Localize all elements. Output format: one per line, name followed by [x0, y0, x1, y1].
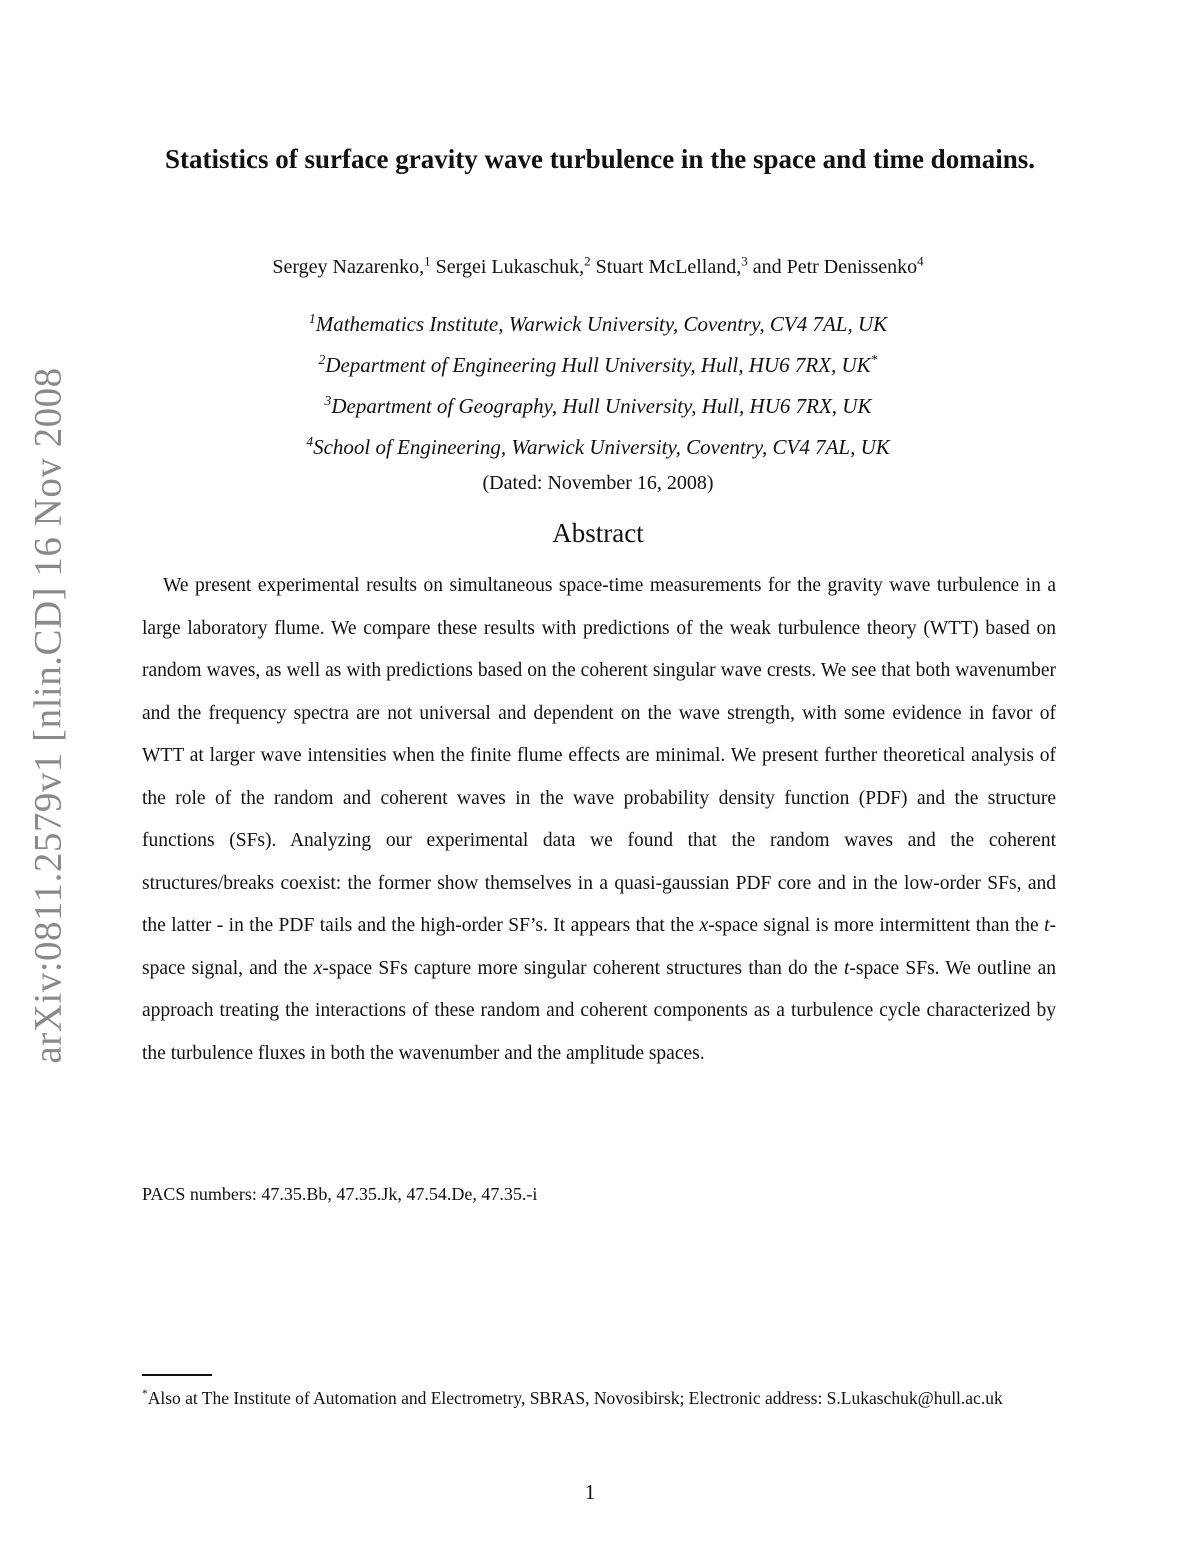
author-mark: 3 [741, 253, 748, 269]
author-mark: 1 [424, 253, 431, 269]
affiliation-line [140, 304, 1056, 345]
author-mark: 2 [584, 253, 591, 269]
math-variable-x: x [313, 957, 323, 979]
affiliation-text: Department of Geography, Hull University, Hull, HU6 7RX, UK [331, 394, 872, 418]
affiliation-suffix: * [870, 352, 878, 367]
author-mark: 4 [917, 253, 924, 269]
abstract-segment: -space SFs capture more singular coherent structures than do the [322, 957, 844, 979]
page-number: 1 [584, 1480, 596, 1504]
math-variable-t: t [1044, 915, 1050, 936]
author-name: and Petr Denissenko [752, 256, 918, 278]
math-variable-t: t [843, 957, 850, 979]
affiliation-line [140, 427, 1056, 468]
affiliation-text: Mathematics Institute, Warwick University, Coventry, CV4 7AL, UK [315, 312, 888, 336]
author-name: Sergei Lukaschuk, [435, 256, 585, 278]
abstract-segment: -space signal is more intermittent than the [708, 915, 1045, 936]
abstract-segment: -space SFs. We outline an approach treating the interactions of these random and coherent components as a turbulence cycle characterized by the turbulence fluxes in both the wavenumber and the amplitude spaces. [142, 957, 1056, 1064]
abstract-segment: -space signal, and the [142, 915, 1056, 979]
footnote [142, 1377, 1056, 1419]
affiliation-line [140, 386, 1056, 427]
affiliation-mark: 3 [324, 393, 332, 408]
abstract-segment: We present experimental results on simultaneous space-time measurements for the gravity wave turbulence in a large laboratory flume. We compare these results with predictions of the weak turbulence theory (WTT) based on random waves, as well as with predictions based on the coherent singular wave crests. We see that both wavenumber and the frequency spectra are not universal and dependent on the wave strength, with some evidence in favor of WTT at larger wave intensities when the finite flume effects are minimal. We present further theoretical analysis of the role of the random and coherent waves in the wave probability density function (PDF) and the structure functions (SFs). Analyzing our experimental data we found that the random waves and the coherent structures/breaks coexist: the former show themselves in a quasi-gaussian PDF core and in the low-order SFs, and the latter - in the PDF tails and the high-order SF’s. It appears that the [142, 575, 1056, 936]
footnote-text: Also at The Institute of Automation and Electrometry, SBRAS, Novosibirsk; Electronic address: S.Lukaschuk@hull.ac.uk [147, 1388, 1003, 1408]
footnote-divider [142, 1374, 212, 1376]
footnote-mark: * [142, 1388, 148, 1401]
affiliation-text: School of Engineering, Warwick University, Coventry, CV4 7AL, UK [313, 435, 890, 459]
abstract-text [142, 565, 1056, 1075]
abstract-heading: Abstract [552, 518, 644, 548]
arxiv-sidebar-stamp [18, 350, 78, 1080]
author-name: Sergey Nazarenko, [272, 256, 425, 278]
math-variable-x: x [699, 915, 709, 936]
author-list [140, 253, 1056, 279]
author-name: Stuart McLelland, [595, 256, 742, 278]
affiliation-mark: 4 [306, 434, 314, 449]
affiliation-line [140, 345, 1056, 386]
arxiv-identifier: arXiv:0811.2579v1 [nlin.CD] 16 Nov 2008 [26, 366, 70, 1064]
affiliation-mark: 1 [308, 311, 316, 326]
date-line: (Dated: November 16, 2008) [482, 472, 714, 494]
paper-title: Statistics of surface gravity wave turbulence in the space and time domains. [165, 144, 1035, 174]
pacs-numbers: PACS numbers: 47.35.Bb, 47.35.Jk, 47.54.De, 47.35.-i [142, 1184, 538, 1204]
affiliation-list [140, 304, 1056, 468]
affiliation-text: Department of Engineering Hull University, Hull, HU6 7RX, UK [325, 353, 871, 377]
affiliation-mark: 2 [318, 352, 326, 367]
